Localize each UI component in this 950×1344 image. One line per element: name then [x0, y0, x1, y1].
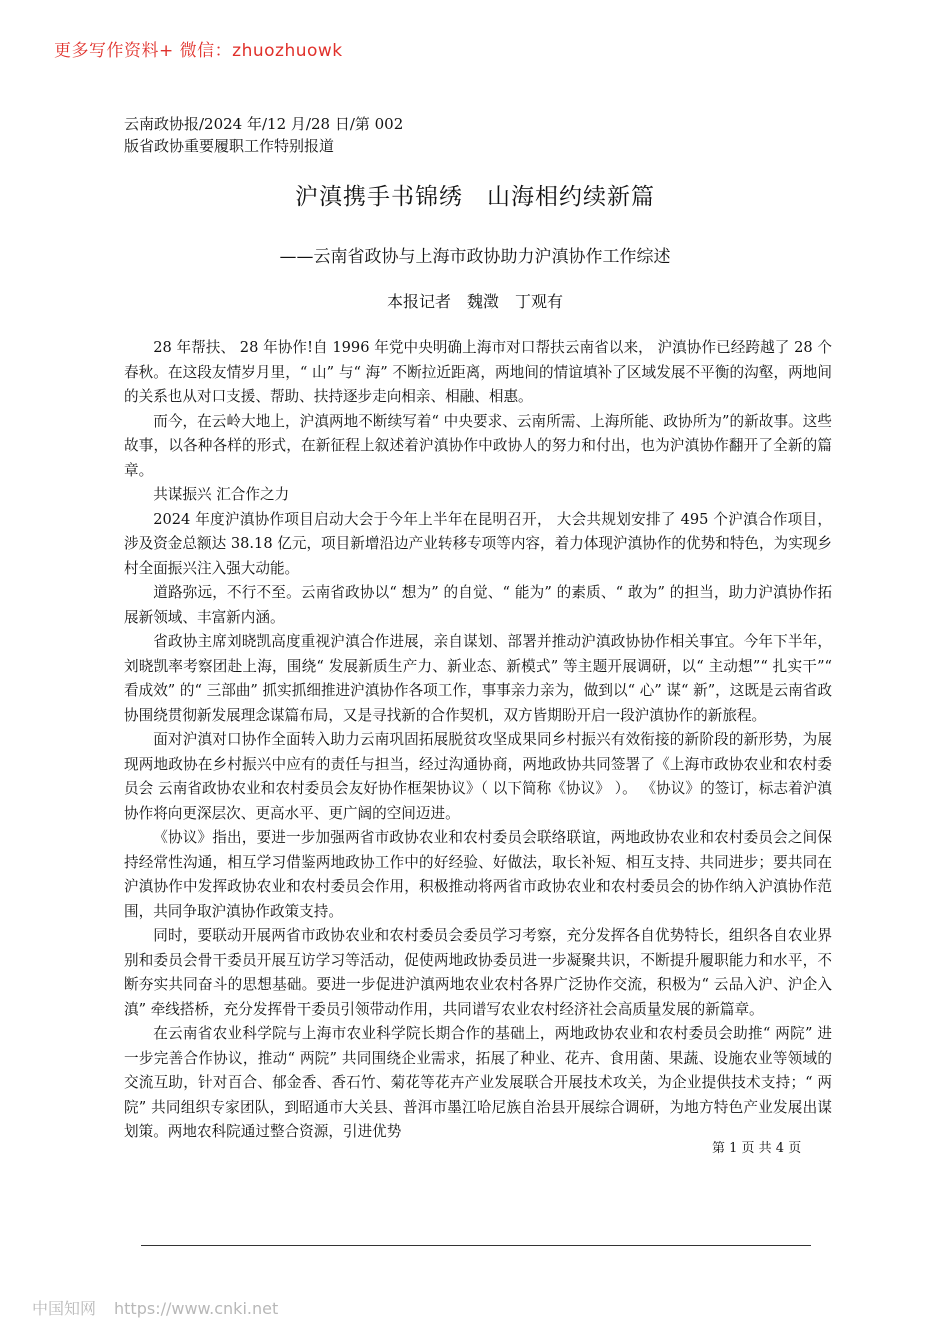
paragraph: 省政协主席刘晓凯高度重视沪滇合作进展，亲自谋划、部署并推动沪滇政协协作相关事宜。今年下半年，刘晓凯率考察团赴上海，围绕“ 发展新质生产力、新业态、新模式” 等主题开展调研，以“ 主动想”“ 扎实干”“ 看成效” 的“ 三部曲” 抓实抓细推进沪滇协作各项工作，事事亲力亲为，做到以“ 心” 谋“ 新”，这既是云南省政协围绕贯彻新发展理念谋篇布局，又是寻找新的合作契机，双方皆期盼开启一段沪滇协作的新旅程。: [124, 633, 832, 724]
paragraph: 在云南省农业科学院与上海市农业科学院长期合作的基础上，两地政协农业和农村委员会助推“ 两院” 进一步完善合作协议，推动“ 两院” 共同围绕企业需求，拓展了种业、花卉、食用菌、果蔬、设施农业等领域的交流互助，针对百合、郁金香、香石竹、菊花等花卉产业发展联合开展技术攻关，为企业提供技术支持；“ 两院” 共同组织专家团队，到昭通市大关县、普洱市墨江哈尼族自治县开展综合调研，为地方特色产业发展出谋划策。两地农科院通过整合资源，引进优势: [124, 1025, 832, 1140]
paragraph: 道路弥远，不行不至。云南省政协以“ 想为” 的自觉、“ 能为” 的素质、“ 敢为” 的担当，助力沪滇协作拓展新领域、丰富新内涵。: [124, 584, 832, 626]
article-byline: 本报记者 魏澂 丁观有: [386, 292, 563, 311]
article-meta: [124, 113, 403, 157]
paragraph: 同时，要联动开展两省市政协农业和农村委员会委员学习考察，充分发挥各自优势特长，组织各自农业界别和委员会骨干委员开展互访学习等活动，促使两地政协委员进一步凝聚共识，不断提升履职能力和水平，不断夯实共同奋斗的思想基础。要进一步促进沪滇两地农业农村各界广泛协作交流，积极为“ 云品入沪、沪企入滇” 牵线搭桥，充分发挥骨干委员引领带动作用，共同谱写农业农村经济社会高质量发展的新篇章。: [124, 927, 832, 1018]
article-title: 沪滇携手书锦绣 山海相约续新篇: [295, 184, 655, 210]
article-body: [124, 336, 832, 1145]
footer-divider: [141, 1245, 811, 1246]
site-name: 中国知网: [32, 1299, 97, 1318]
paragraph: 《协议》指出，要进一步加强两省市政协农业和农村委员会联络联谊，两地政协农业和农村委员会之间保持经常性沟通，相互学习借鉴两地政协工作中的好经验、好做法，取长补短、相互支持、共同进步；要共同在沪滇协作中发挥政协农业和农村委员会作用，积极推动将两省市政协农业和农村委员会的协作纳入沪滇协作范围，共同争取沪滇协作政策支持。: [124, 829, 832, 920]
source-line: 云南政协报/2024 年/12 月/28 日/第 002: [124, 115, 404, 133]
paragraph: 28 年帮扶、 28 年协作!自 1996 年党中央明确上海市对口帮扶云南省以来， 沪滇协作已经跨越了 28 个春秋。在这段友情岁月里，“ 山” 与“ 海” 不断拉近距离，两地间的情谊填补了区域发展不平衡的沟壑，两地间的关系也从对口支援、帮助、扶持逐步走向相亲、相融、相惠。: [124, 339, 832, 405]
promo-banner: 更多写作资料+ 微信：zhuozhuowk: [54, 41, 343, 61]
paragraph: 2024 年度沪滇协作项目启动大会于今年上半年在昆明召开， 大会共规划安排了 495 个沪滇合作项目，涉及资金总额达 38.18 亿元，项目新增沿边产业转移专项等内容，着力体现沪滇协作的优势和特色，为实现乡村全面振兴注入强大动能。: [124, 510, 832, 577]
paragraph: 而今，在云岭大地上，沪滇两地不断续写着“ 中央要求、云南所需、上海所能、政协所为”的新故事。这些故事，以各种各样的形式，在新征程上叙述着沪滇协作中政协人的努力和付出，也为沪滇协作翻开了全新的篇章。: [124, 412, 832, 479]
section-heading: 共谋振兴 汇合作之力: [153, 486, 290, 503]
paragraph: 面对沪滇对口协作全面转入助力云南巩固拓展脱贫攻坚成果同乡村振兴有效衔接的新阶段的新形势，为展现两地政协在乡村振兴中应有的责任与担当，经过沟通协商，两地政协共同签署了《上海市政协农业和农村委员会 云南省政协农业和农村委员会友好协作框架协议》（ 以下简称《协议》 ）。 《协议》的签订，标志着沪滇协作将向更深层次、更高水平、更广阔的空间迈进。: [124, 731, 832, 822]
footer-watermark: [32, 1296, 296, 1319]
site-url: https://www.cnki.net: [114, 1299, 279, 1318]
page-number: 第 1 页 共 4 页: [712, 1141, 802, 1156]
section-line: 版省政协重要履职工作特别报道: [124, 137, 335, 155]
article-subtitle: ——云南省政协与上海市政协助力沪滇协作工作综述: [279, 247, 671, 267]
